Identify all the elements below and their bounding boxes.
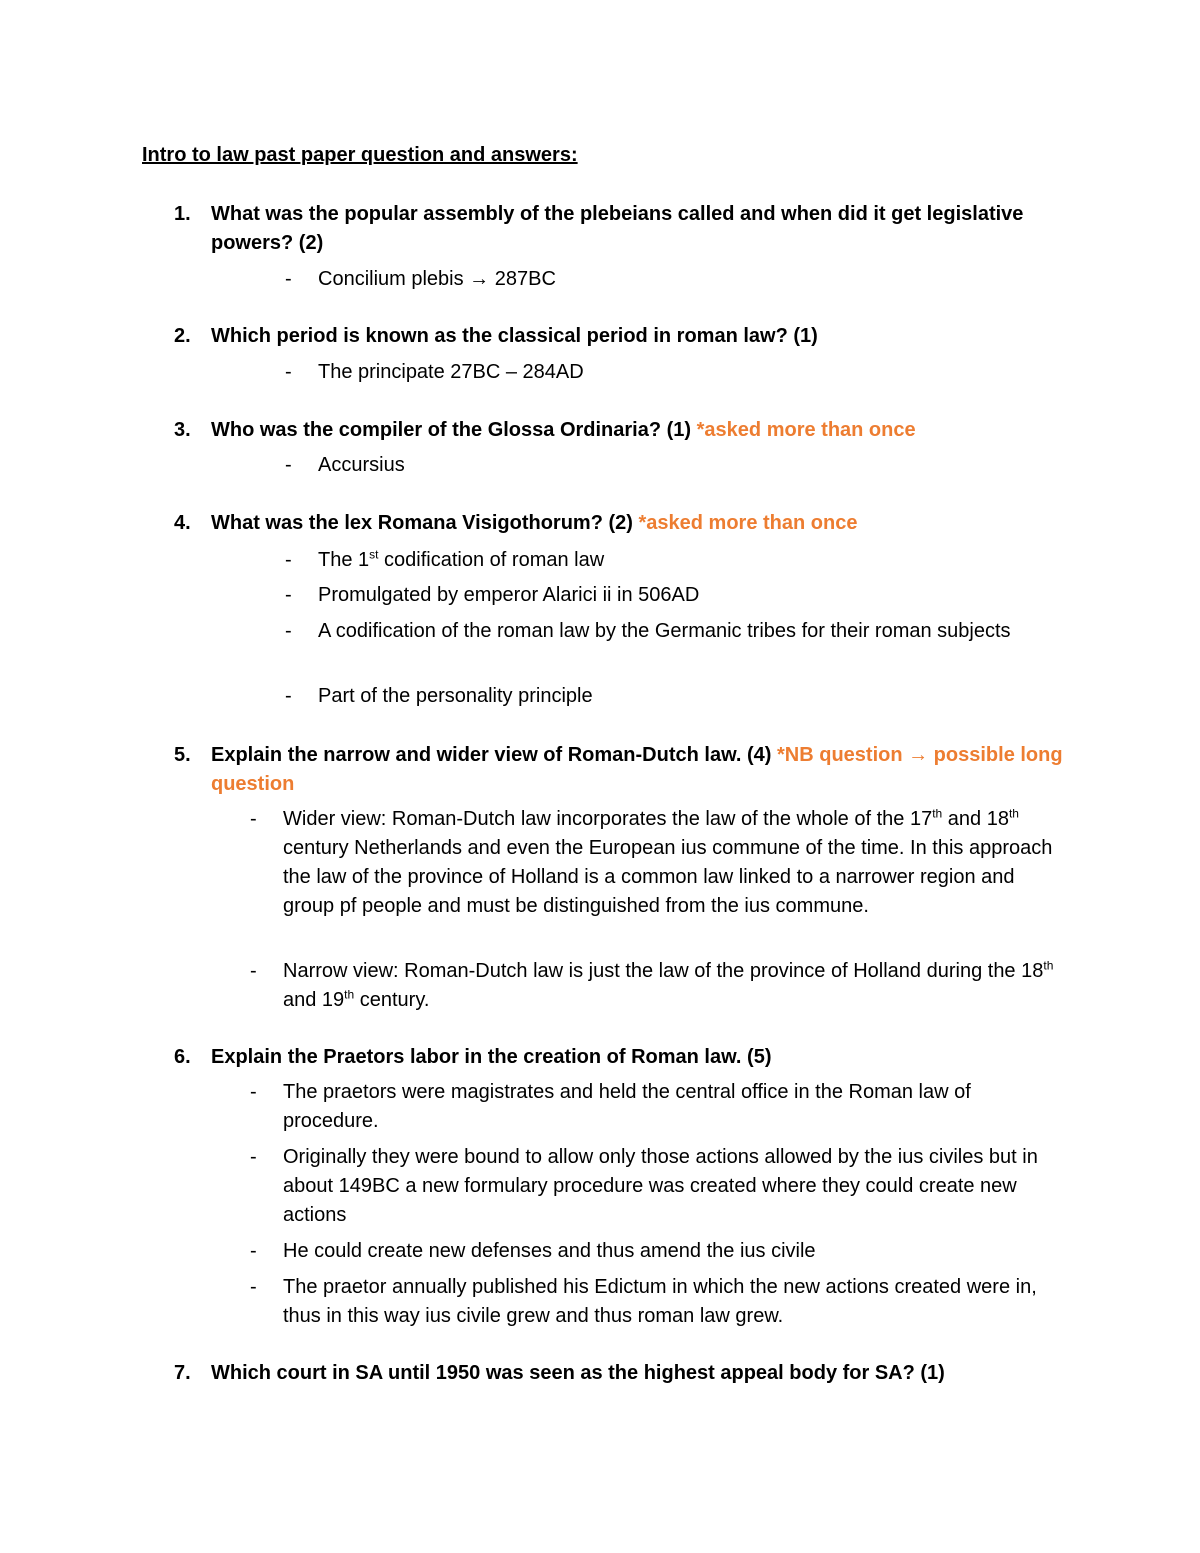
question-number: 7. (174, 1362, 191, 1384)
answer-text: The principate 27BC – 284AD (318, 361, 584, 383)
question-text: Which period is known as the classical period in roman law? (1) (211, 325, 818, 347)
answer-text: Part of the personality principle (318, 685, 593, 707)
answer-item (285, 358, 1098, 387)
question-number: 6. (174, 1046, 191, 1068)
question-note: *NB question → possible long question (211, 744, 1063, 795)
answer-item (285, 617, 1018, 646)
bullet-dash: - (250, 1276, 257, 1298)
question-text: What was the popular assembly of the plebeians called and when did it get legislative powers? (2) (211, 203, 1024, 254)
bullet-dash: - (250, 1240, 257, 1262)
answer-text: He could create new defenses and thus amend the ius civile (283, 1240, 816, 1262)
question-number: 1. (174, 203, 191, 225)
answer-text: Originally they were bound to allow only those actions allowed by the ius civiles but in about 149BC a new formulary procedure was created where they could create new actions (283, 1146, 1038, 1226)
bullet-dash: - (285, 268, 292, 290)
answer-item (285, 682, 1098, 711)
answer-text: Accursius (318, 454, 405, 476)
question-number: 4. (174, 512, 191, 534)
answer-item (250, 1273, 1063, 1331)
question-number: 3. (174, 419, 191, 441)
answer-item (250, 805, 1063, 921)
bullet-dash: - (285, 620, 292, 642)
bullet-dash: - (285, 454, 292, 476)
answer-text: The praetor annually published his Edictum in which the new actions created were in, thus in this way ius civile grew and thus roman law grew. (283, 1276, 1037, 1327)
question-text: Who was the compiler of the Glossa Ordinaria? (1) (211, 419, 692, 441)
answer-item (250, 957, 1063, 1015)
question-7 (174, 1359, 1071, 1388)
answer-item (285, 451, 1098, 480)
bullet-dash: - (285, 549, 292, 571)
question-6 (174, 1043, 1071, 1072)
answer-text: The praetors were magistrates and held the central office in the Roman law of procedure. (283, 1081, 971, 1132)
answer-text: Wider view: Roman-Dutch law incorporates the law of the whole of the 17th and 18th century Netherlands and even the European ius commune of the time. In this approach the law of the province of Holland is a common law linked to a narrower region and group pf people and must be distinguished from the ius commune. (283, 806, 1053, 917)
question-number: 2. (174, 325, 191, 347)
answer-text: The 1st codification of roman law (318, 547, 605, 571)
question-text: What was the lex Romana Visigothorum? (2) (211, 512, 633, 534)
question-5 (174, 741, 1071, 799)
bullet-dash: - (250, 1081, 257, 1103)
question-2 (174, 322, 1071, 351)
bullet-dash: - (285, 361, 292, 383)
answer-text: A codification of the roman law by the Germanic tribes for their roman subjects (318, 620, 1011, 642)
question-note: *asked more than once (638, 512, 858, 534)
bullet-dash: - (250, 1146, 257, 1168)
bullet-dash: - (250, 960, 257, 982)
question-note: *asked more than once (696, 419, 916, 441)
answer-item (250, 1143, 1063, 1230)
answer-text: Narrow view: Roman-Dutch law is just the law of the province of Holland during the 18th and 19th century. (283, 958, 1054, 1011)
answer-item (285, 546, 1098, 575)
document-title: Intro to law past paper question and answers: (142, 144, 578, 166)
answer-text: Concilium plebis → 287BC (318, 268, 556, 290)
bullet-dash: - (250, 808, 257, 830)
answer-item (285, 581, 1098, 610)
question-4 (174, 509, 1071, 538)
question-text: Which court in SA until 1950 was seen as the highest appeal body for SA? (1) (211, 1362, 945, 1384)
answer-item (250, 1078, 1063, 1136)
answer-item (250, 1237, 1063, 1266)
question-text: Explain the narrow and wider view of Roman-Dutch law. (4) (211, 744, 772, 766)
answer-text: Promulgated by emperor Alarici ii in 506AD (318, 584, 700, 606)
question-number: 5. (174, 744, 191, 766)
question-3 (174, 416, 1071, 445)
question-1 (174, 200, 1071, 258)
bullet-dash: - (285, 584, 292, 606)
bullet-dash: - (285, 685, 292, 707)
answer-item (285, 265, 1098, 294)
question-text: Explain the Praetors labor in the creation of Roman law. (5) (211, 1046, 772, 1068)
